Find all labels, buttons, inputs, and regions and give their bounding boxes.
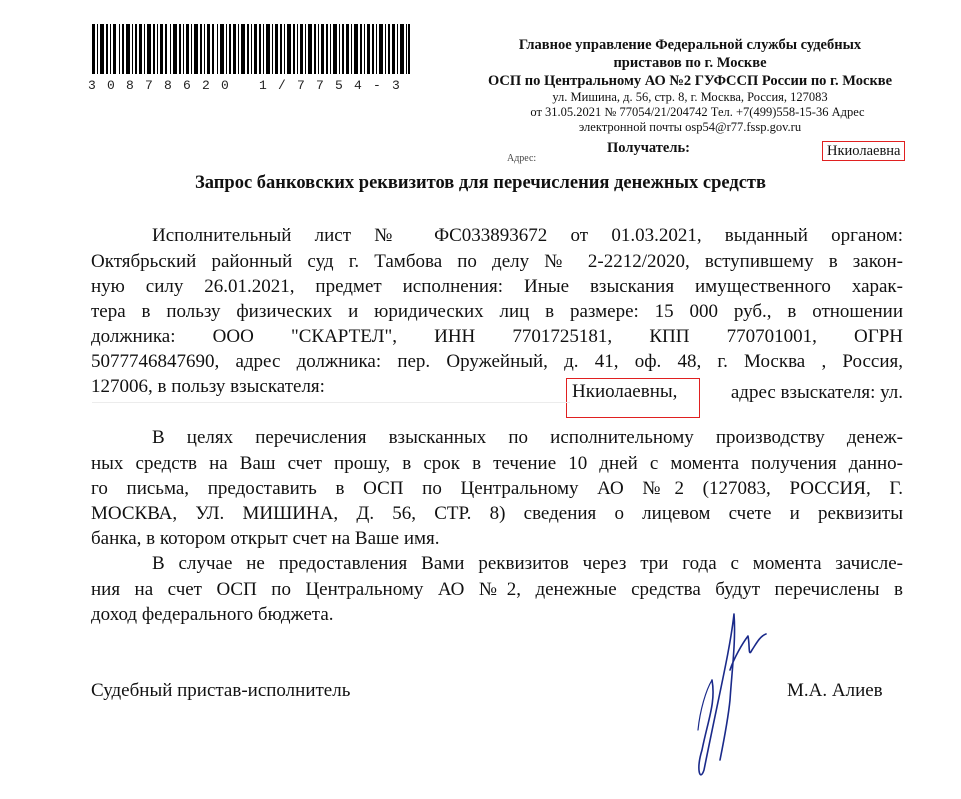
signatory-position: Судебный пристав-исполнитель [91, 680, 351, 701]
creditor-name: Нкиолаевны, [572, 381, 678, 402]
paragraph1-last-line-start: 127006, в пользу взыскателя: [91, 376, 325, 397]
paragraph3-line: доход федерального бюджета. [91, 604, 334, 625]
email-line: электронной почты osp54@r77.fssp.gov.ru [578, 120, 802, 134]
paragraph1-line: тера в пользу физических и юридических лиц в размере: 15 000 руб., в отношении [91, 301, 903, 322]
recipient-label: Получатель: [607, 140, 690, 156]
paragraph2-line: МОСКВА, УЛ. МИШИНА, Д. 56, СТР. 8) сведения о лицевом счете и реквизиты [91, 503, 903, 524]
paragraph3-line: В случае не предоставления Вами реквизитов через три года с момента зачисле- [152, 553, 903, 574]
paragraph1-line: должника: ООО "СКАРТЕЛ", ИНН 7701725181, КПП 770701001, ОГРН [91, 326, 903, 347]
paragraph2-line: банка, в котором открыт счет на Ваше имя. [91, 528, 440, 549]
org-name-line2: приставов по г. Москве [613, 55, 767, 71]
paragraph1-line: Октябрьский районный суд г. Тамбова по делу № 2-2212/2020, вступившему в закон- [91, 251, 903, 272]
reference-line: от 31.05.2021 № 77054/21/204742 Тел. +7(499)558-15-36 Адрес [530, 105, 865, 119]
department-name: ОСП по Центральному АО №2 ГУФССП России по г. Москве [487, 73, 893, 89]
paragraph2-line: го письма, предоставить в ОСП по Центральному АО №2 (127083, РОССИЯ, Г. [91, 478, 903, 499]
paragraph3-line: ния на счет ОСП по Центральному АО №2, денежные средства будут перечислены в [91, 579, 903, 600]
paragraph2-line: ных средств на Ваш счет прошу, в срок в течение 10 дней с момента получения данно- [91, 453, 903, 474]
paragraph2-line: В целях перечисления взысканных по исполнительному производству денеж- [152, 427, 903, 448]
org-name-line1: Главное управление Федеральной службы судебных [518, 37, 862, 53]
handwritten-signature [690, 610, 780, 785]
paragraph1-line: 5077746847690, адрес должника: пер. Оружейный, д. 41, оф. 48, г. Москва , Россия, [91, 351, 903, 372]
signatory-name: М.А. Алиев [787, 680, 883, 701]
recipient-address-label: Адрес: [507, 153, 537, 164]
department-address: ул. Мишина, д. 56, стр. 8, г. Москва, Россия, 127083 [552, 90, 828, 104]
creditor-name-highlight [566, 378, 700, 418]
redacted-line [92, 402, 570, 403]
paragraph1-line: Исполнительный лист № ФС033893672 от 01.03.2021, выданный органом: [152, 225, 903, 246]
paragraph1-line: ную силу 26.01.2021, предмет исполнения: Иные взыскания имущественного харак- [91, 276, 903, 297]
barcode-number: 30878620 1/7754-3 [88, 78, 412, 93]
paragraph1-last-line-end: адрес взыскателя: ул. [730, 382, 903, 403]
document-title: Запрос банковских реквизитов для перечисления денежных средств [194, 173, 767, 193]
recipient-name-highlight: Нкиолаевна [822, 141, 905, 161]
barcode [92, 24, 410, 74]
